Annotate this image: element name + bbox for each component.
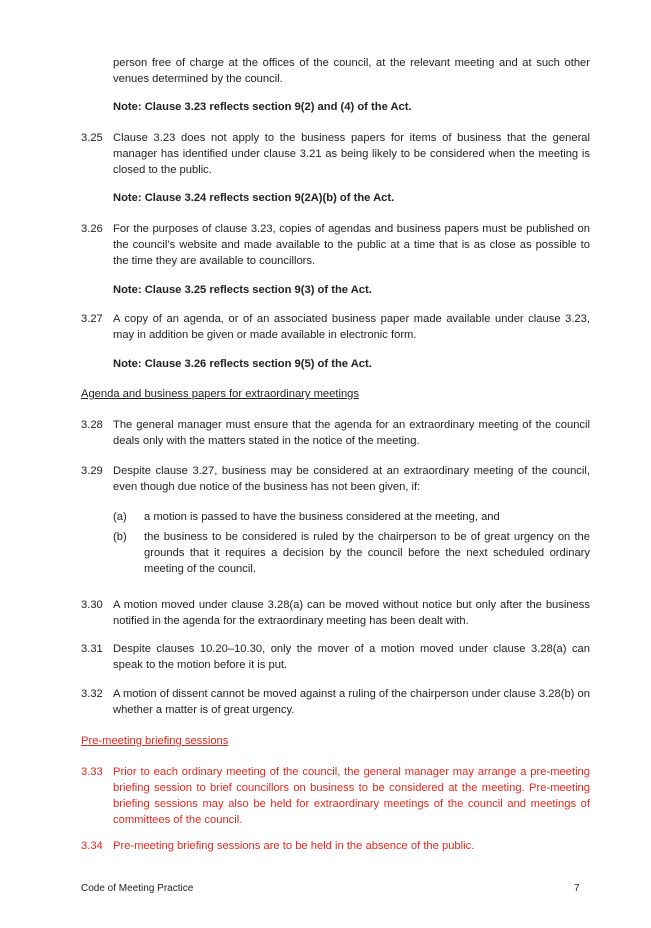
subclause-a-text: a motion is passed to have the business considered at the meeting, and <box>144 511 500 523</box>
subclause-label: (b) <box>113 531 127 543</box>
clause-number: 3.32 <box>81 688 103 700</box>
clause-3-32-text: A motion of dissent cannot be moved against a ruling of the chairperson under clause 3.28(b) on whether a matter is of great urgency. <box>113 688 590 716</box>
clause-number: 3.30 <box>81 599 103 611</box>
clause-number: 3.27 <box>81 313 103 325</box>
clause-3-33-text: Prior to each ordinary meeting of the council, the general manager may arrange a pre-meeting briefing session to brief councillors on business to be considered at the meeting. Pre-meeting briefing sessions may also be held for extraordinary meetings of the council and meetings of committees of the council. <box>113 766 590 826</box>
clause-number: 3.25 <box>81 132 103 144</box>
subclause-b-text: the business to be considered is ruled by the chairperson to be of great urgency on the grounds that it requires a decision by the council before the next scheduled ordinary meeting of the council. <box>144 531 590 575</box>
footer-page-number: 7 <box>574 883 580 894</box>
clause-3-28-text: The general manager must ensure that the agenda for an extraordinary meeting of the council deals only with the matters stated in the notice of the meeting. <box>113 419 590 447</box>
clause-3-30-text: A motion moved under clause 3.28(a) can be moved without notice but only after the business notified in the agenda for the extraordinary meeting has been dealt with. <box>113 599 590 627</box>
clause-3-27-text: A copy of an agenda, or of an associated business paper made available under clause 3.23, may in addition be given or made available in electronic form. <box>113 313 590 341</box>
section-heading-extraordinary: Agenda and business papers for extraordinary meetings <box>81 388 359 400</box>
note-clause-3-24: Note: Clause 3.24 reflects section 9(2A)(b) of the Act. <box>113 192 395 204</box>
clause-number: 3.28 <box>81 419 103 431</box>
clause-3-26-text: For the purposes of clause 3.23, copies of agendas and business papers must be published on the council’s website and made available to the public at a time that is as close as possible to the time they are available to councillors. <box>113 223 590 267</box>
footer-title: Code of Meeting Practice <box>81 883 194 894</box>
subclause-label: (a) <box>113 511 127 523</box>
note-clause-3-23: Note: Clause 3.23 reflects section 9(2) and (4) of the Act. <box>113 101 412 113</box>
note-clause-3-26: Note: Clause 3.26 reflects section 9(5) of the Act. <box>113 358 372 370</box>
clause-3-34-text: Pre-meeting briefing sessions are to be held in the absence of the public. <box>113 840 475 852</box>
clause-3-31-text: Despite clauses 10.20–10.30, only the mover of a motion moved under clause 3.28(a) can speak to the motion before it is put. <box>113 643 590 671</box>
clause-number: 3.31 <box>81 643 103 655</box>
clause-3-29-text: Despite clause 3.27, business may be considered at an extraordinary meeting of the council, even though due notice of the business has not been given, if: <box>113 465 590 493</box>
continuation-paragraph: person free of charge at the offices of the council, at the relevant meeting and at such other venues determined by the council. <box>113 57 590 85</box>
clause-number: 3.29 <box>81 465 103 477</box>
clause-number: 3.33 <box>81 766 103 778</box>
clause-number: 3.34 <box>81 840 103 852</box>
clause-number: 3.26 <box>81 223 103 235</box>
note-clause-3-25: Note: Clause 3.25 reflects section 9(3) of the Act. <box>113 284 372 296</box>
section-heading-briefing: Pre-meeting briefing sessions <box>81 735 229 747</box>
clause-3-25-text: Clause 3.23 does not apply to the business papers for items of business that the general manager has identified under clause 3.21 as being likely to be considered when the meeting is closed to the public. <box>113 132 590 176</box>
